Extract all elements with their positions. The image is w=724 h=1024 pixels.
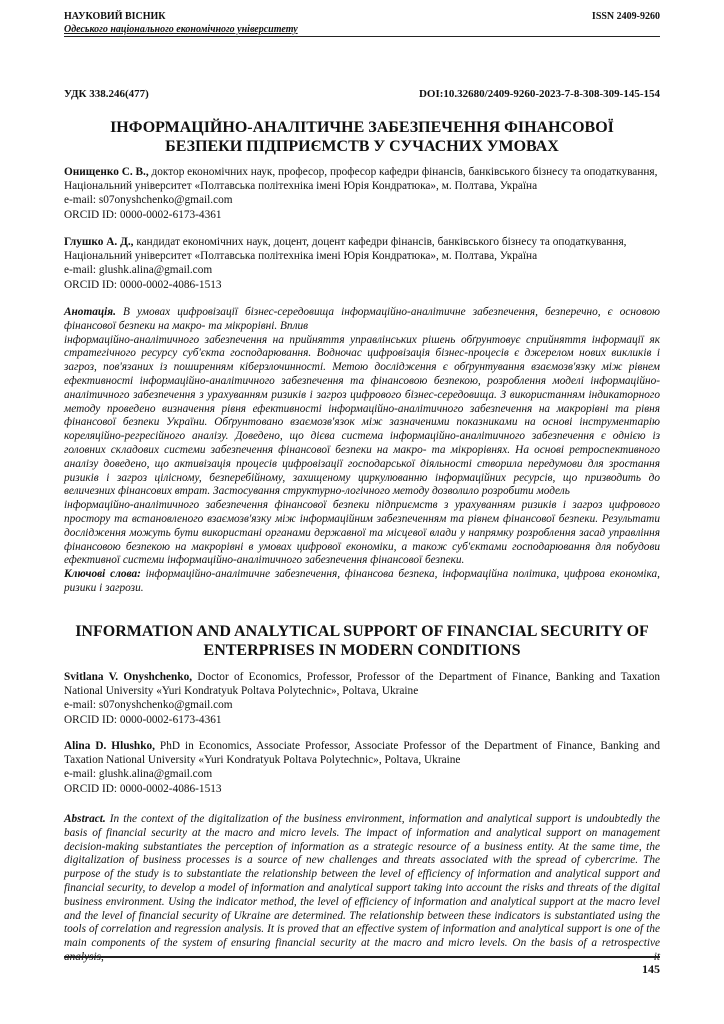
author-desc: PhD in Economics, Associate Professor, Associate Professor of the Department of Finance, Banking and Taxation National University «Yuri Kondratyuk Poltava Polytechnic», Poltava, Ukraine <box>64 740 660 767</box>
en-title-line: INFORMATION AND ANALYTICAL SUPPORT OF FINANCIAL SECURITY OF <box>75 623 649 640</box>
author-orcid: ORCID ID: 0000-0002-6173-4361 <box>64 208 222 221</box>
ua-author-1 <box>64 165 660 222</box>
journal-header <box>64 11 660 22</box>
author-orcid: ORCID ID: 0000-0002-4086-1513 <box>64 782 222 795</box>
author-orcid: ORCID ID: 0000-0002-6173-4361 <box>64 713 222 726</box>
en-title <box>64 622 660 660</box>
ua-abstract <box>64 306 660 596</box>
author-desc: кандидат економічних наук, доцент, доцент кафедри фінансів, банківського бізнесу та оподаткування, <box>133 236 627 248</box>
journal-subtitle-text: Одеського національного економічного університету <box>64 24 298 35</box>
author-affiliation: Національний університет «Полтавська політехніка імені Юрія Кондратюка», м. Полтава, Україна <box>64 180 538 193</box>
author-orcid: ORCID ID: 0000-0002-4086-1513 <box>64 278 222 291</box>
author-name: Alina D. Hlushko, <box>64 740 155 752</box>
udk: УДК 338.246(477) <box>64 88 149 100</box>
abstract-label: Abstract. <box>64 813 106 825</box>
author-name: Онищенко С. В., <box>64 166 149 178</box>
en-author-2 <box>64 739 660 796</box>
author-desc: доктор економічних наук, професор, професор кафедри фінансів, банківського бізнесу та оподаткування, <box>148 166 658 178</box>
keywords-text: інформаційно-аналітичне забезпечення, фінансова безпека, інформаційна політика, цифрова економіка, ризики і загрози. <box>64 568 660 594</box>
journal-name: НАУКОВИЙ ВІСНИК <box>64 11 166 22</box>
abstract-label: Анотація. <box>64 306 116 318</box>
abstract-text: інформаційно-аналітичного забезпечення на прийняття управлінських рішень обґрунтовує сприйняття інформації як стратегічного ресурсу суб'єкта господарювання. Водночас цифровізація бізнес-процесів є джерелом нових викликів і загроз, пов'язаних із поширенням кіберзлочинності. Метою дослідження є обґрунтування взаємозв'язку між рівнем ефективності інформаційно-аналітичного забезпечення та фінансовою безпекою, розроблення моделі інформаційно-аналітичного забезпечення з урахуванням ризиків і загроз цифрового бізнес-середовища. З використанням індикаторного методу проведено визначення рівня ефективності інформаційно-аналітичного забезпечення на макрорівні та рівня фінансової безпеки України. Обґрунтовано взаємозв'язок між зазначеними показниками на основі інструментарію кореляційно-регресійного аналізу. Доведено, що дієва система інформаційно-аналітичного забезпечення є однією із головних складових системи забезпечення фінансової безпеки на макро- та мікрорівнях. На основі ретроспективного аналізу доведено, що активізація процесів цифровізації господарської діяльності створила передумови для зростання ризиків і загроз цілісному, безперебійному, захищеному циркулюванню інформаційних ресурсів, що призводить до величезних фінансових втрат. Застосування структурно-логічного методу дозволило розробити модель <box>64 333 660 498</box>
en-author-1 <box>64 670 660 727</box>
author-email: e-mail: glushk.alina@gmail.com <box>64 264 213 277</box>
author-email: e-mail: s07onyshchenko@gmail.com <box>64 194 233 207</box>
ua-title <box>64 118 660 156</box>
abstract-text: інформаційно-аналітичного забезпечення фінансової безпеки підприємств з урахуванням ризиків і загроз цифрового простору та встановленого взаємозв'язку між інформаційним забезпеченням та рівнем фінансової безпеки. Результати дослідження можуть бути використані органами державної та місцевої влади у напрямку розроблення засад управління фінансовою безпекою на макрорівні в умовах цифрової економіки, а також суб'єктами господарювання для побудови ефективної системи інформаційно-аналітичного забезпечення фінансової безпеки. <box>64 499 660 567</box>
udk-doi-line <box>64 88 660 100</box>
ua-title-line: БЕЗПЕКИ ПІДПРИЄМСТВ У СУЧАСНИХ УМОВАХ <box>165 138 559 155</box>
author-desc: Doctor of Economics, Professor, Professor of the Department of Finance, Banking and Taxation National University «Yuri Kondratyuk Poltava Polytechnic», Poltava, Ukraine <box>64 671 660 698</box>
author-name: Глушко А. Д., <box>64 236 134 248</box>
author-affiliation: Національний університет «Полтавська політехніка імені Юрія Кондратюка», м. Полтава, Україна <box>64 250 538 263</box>
en-abstract <box>64 813 660 965</box>
author-email: e-mail: glushk.alina@gmail.com <box>64 768 213 781</box>
footer-rule <box>64 956 660 958</box>
ua-title-line: ІНФОРМАЦІЙНО-АНАЛІТИЧНЕ ЗАБЕЗПЕЧЕННЯ ФІНАНСОВОЇ <box>110 119 614 136</box>
author-name: Svitlana V. Onyshchenko, <box>64 671 193 683</box>
abstract-text: In the context of the digitalization of the business environment, information and analytical support is undoubtedly the basis of financial security at the macro and micro levels. The impact of information and analytical support on management decision-making substantiates the perception of information as a strategic resource of a business entity. At the same time, the digitalization of business processes is a source of new challenges and threats associated with the spread of cybercrime. The purpose of the study is to substantiate the relationship between the level of efficiency of information and analytical support and financial security, to develop a model of information and analytical support taking into account the risks and threats of the digital business environment. Using the indicator method, the level of efficiency of information and analytical support at the macro level and the level of financial security of Ukraine are determined. The relationship between these indicators is substantiated using the tools of correlation and regression analysis. It is proved that an effective system of information and analytical support is one of the main components of the system of ensuring financial security at the macro and micro levels. On the basis of a retrospective <box>64 813 660 950</box>
abstract-text: В умовах цифровізації бізнес-середовища інформаційно-аналітичне забезпечення, безперечно, є основою фінансової безпеки на макро- та мікрорівні. Вплив <box>64 306 660 332</box>
ua-author-2 <box>64 235 660 292</box>
page-number: 145 <box>642 962 660 976</box>
en-title-line: ENTERPRISES IN MODERN CONDITIONS <box>203 642 521 659</box>
journal-subtitle <box>64 24 660 37</box>
doi: DOI:10.32680/2409-9260-2023-7-8-308-309-145-154 <box>418 88 660 100</box>
issn: ISSN 2409-9260 <box>591 11 660 22</box>
keywords-label: Ключові слова: <box>64 568 141 581</box>
author-email: e-mail: s07onyshchenko@gmail.com <box>64 699 233 712</box>
